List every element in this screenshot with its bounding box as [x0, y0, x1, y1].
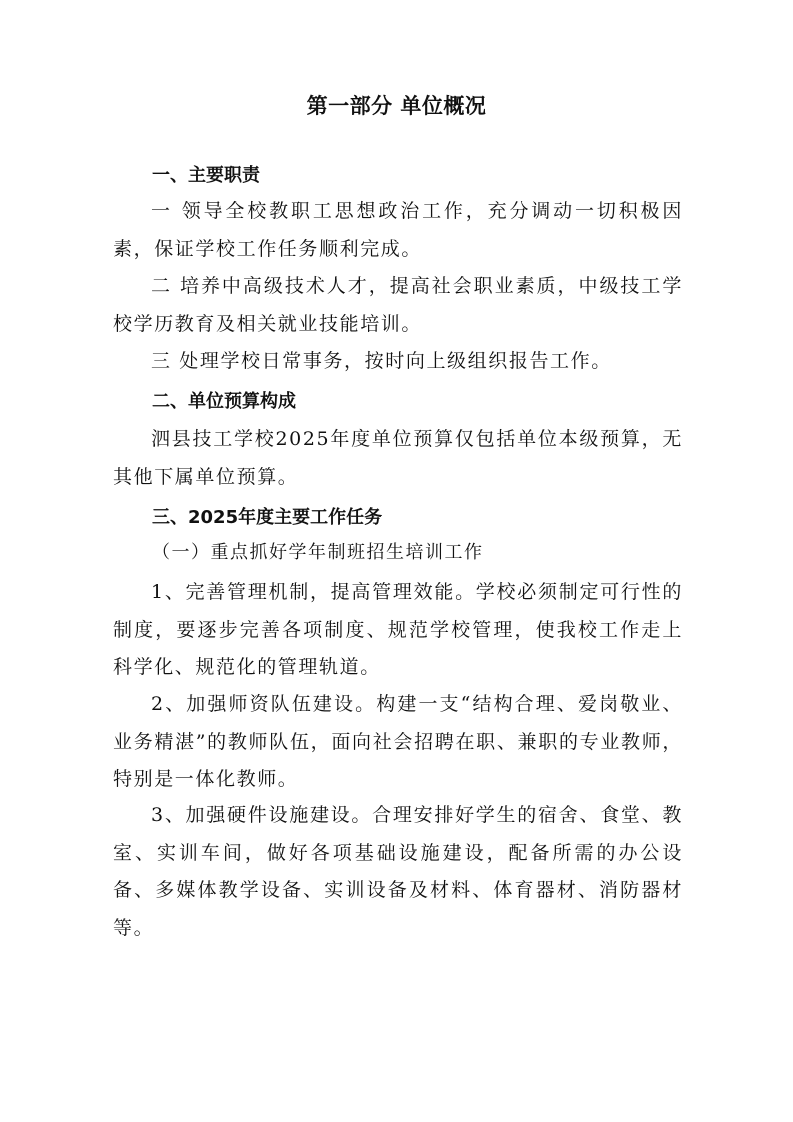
task-item: 3、加强硬件设施建设。合理安排好学生的宿舍、食堂、教室、实训车间，做好各项基础设施建设，配备所需的办公设备、多媒体教学设备、实训设备及材料、体育器材、消防器材等。 [113, 804, 683, 939]
task-item: 1、完善管理机制，提高管理效能。学校必须制定可行性的制度，要逐步完善各项制度、规范学校管理，使我校工作走上科学化、规范化的管理轨道。 [113, 581, 683, 678]
responsibility-item: 一 领导全校教职工思想政治工作，充分调动一切积极因素，保证学校工作任务顺利完成。 [113, 200, 683, 260]
task-subheading: （一）重点抓好学年制班招生培训工作 [152, 542, 484, 563]
responsibility-item: 二 培养中高级技术人才，提高社会职业素质，中级技工学校学历教育及相关就业技能培训。 [113, 275, 683, 335]
section-heading-responsibilities: 一、主要职责 [152, 165, 260, 186]
section-heading-budget: 二、单位预算构成 [152, 391, 296, 412]
page-title: 第一部分 单位概况 [306, 94, 487, 118]
responsibility-item: 三 处理学校日常事务，按时向上级组织报告工作。 [151, 350, 612, 372]
section-heading-tasks: 三、2025年度主要工作任务 [152, 507, 383, 528]
budget-paragraph: 泗县技工学校2025年度单位预算仅包括单位本级预算，无其他下属单位预算。 [113, 428, 683, 488]
task-item: 2、加强师资队伍建设。构建一支“结构合理、爱岗敬业、业务精湛”的教师队伍，面向社会招聘在职、兼职的专业教师，特别是一体化教师。 [113, 693, 683, 790]
